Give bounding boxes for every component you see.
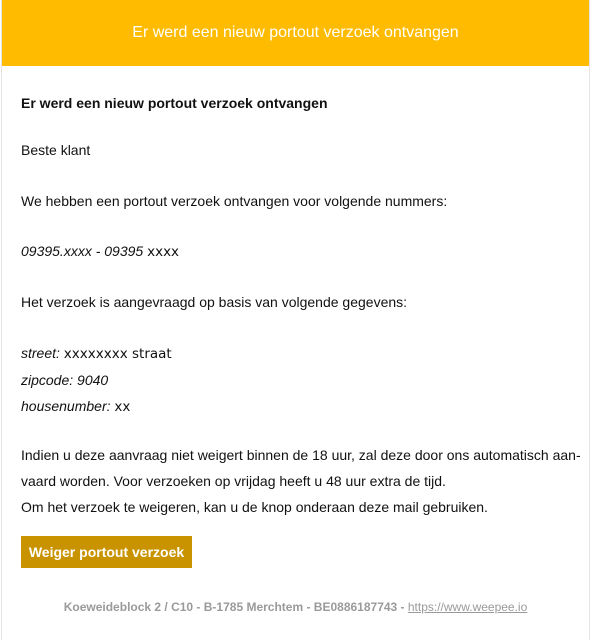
housenumber-value: xx <box>114 399 131 415</box>
reject-portout-button[interactable]: Weiger portout verzoek <box>21 536 192 568</box>
email-header <box>2 0 589 66</box>
zipcode-line: zipcode: 9040 <box>21 372 109 388</box>
greeting-text: Beste klant <box>21 142 91 158</box>
housenumber-label: housenumber: <box>21 398 111 414</box>
footer-address: Koeweideblock 2 / C10 - B-1785 Merchtem - BE0886187743 - <box>63 600 408 614</box>
housenumber-line <box>21 397 130 416</box>
numbers-label: 09395.xxxx - 09395 <box>21 243 144 259</box>
intro-text: We hebben een portout verzoek ontvangen voor volgende nummers: <box>21 193 448 209</box>
street-label: street: <box>21 345 60 361</box>
street-value: xxxxxxxx straat <box>63 346 172 362</box>
basis-text: Het verzoek is aangevraagd op basis van volgende gegevens: <box>21 294 408 310</box>
footer-website-link[interactable]: https://www.weepee.io <box>407 600 528 614</box>
numbers-line <box>21 242 179 261</box>
email-frame <box>1 0 590 640</box>
refuse-instruction: Om het verzoek te weigeren, kan u de knop onderaan deze mail gebruiken. <box>21 499 488 515</box>
street-line <box>21 344 172 363</box>
body-heading: Er werd een nieuw portout verzoek ontvangen <box>21 95 328 111</box>
notice-paragraph: Indien u deze aanvraag niet weigert binnen de 18 uur, zal deze door ons automatisch aan-vaard worden. Voor verzoeken op vrijdag heeft u 48 uur extra de tijd. <box>21 447 581 489</box>
numbers-value: xxxx <box>147 244 180 260</box>
email-footer <box>2 600 589 614</box>
header-title: Er werd een nieuw portout verzoek ontvangen <box>132 24 459 41</box>
